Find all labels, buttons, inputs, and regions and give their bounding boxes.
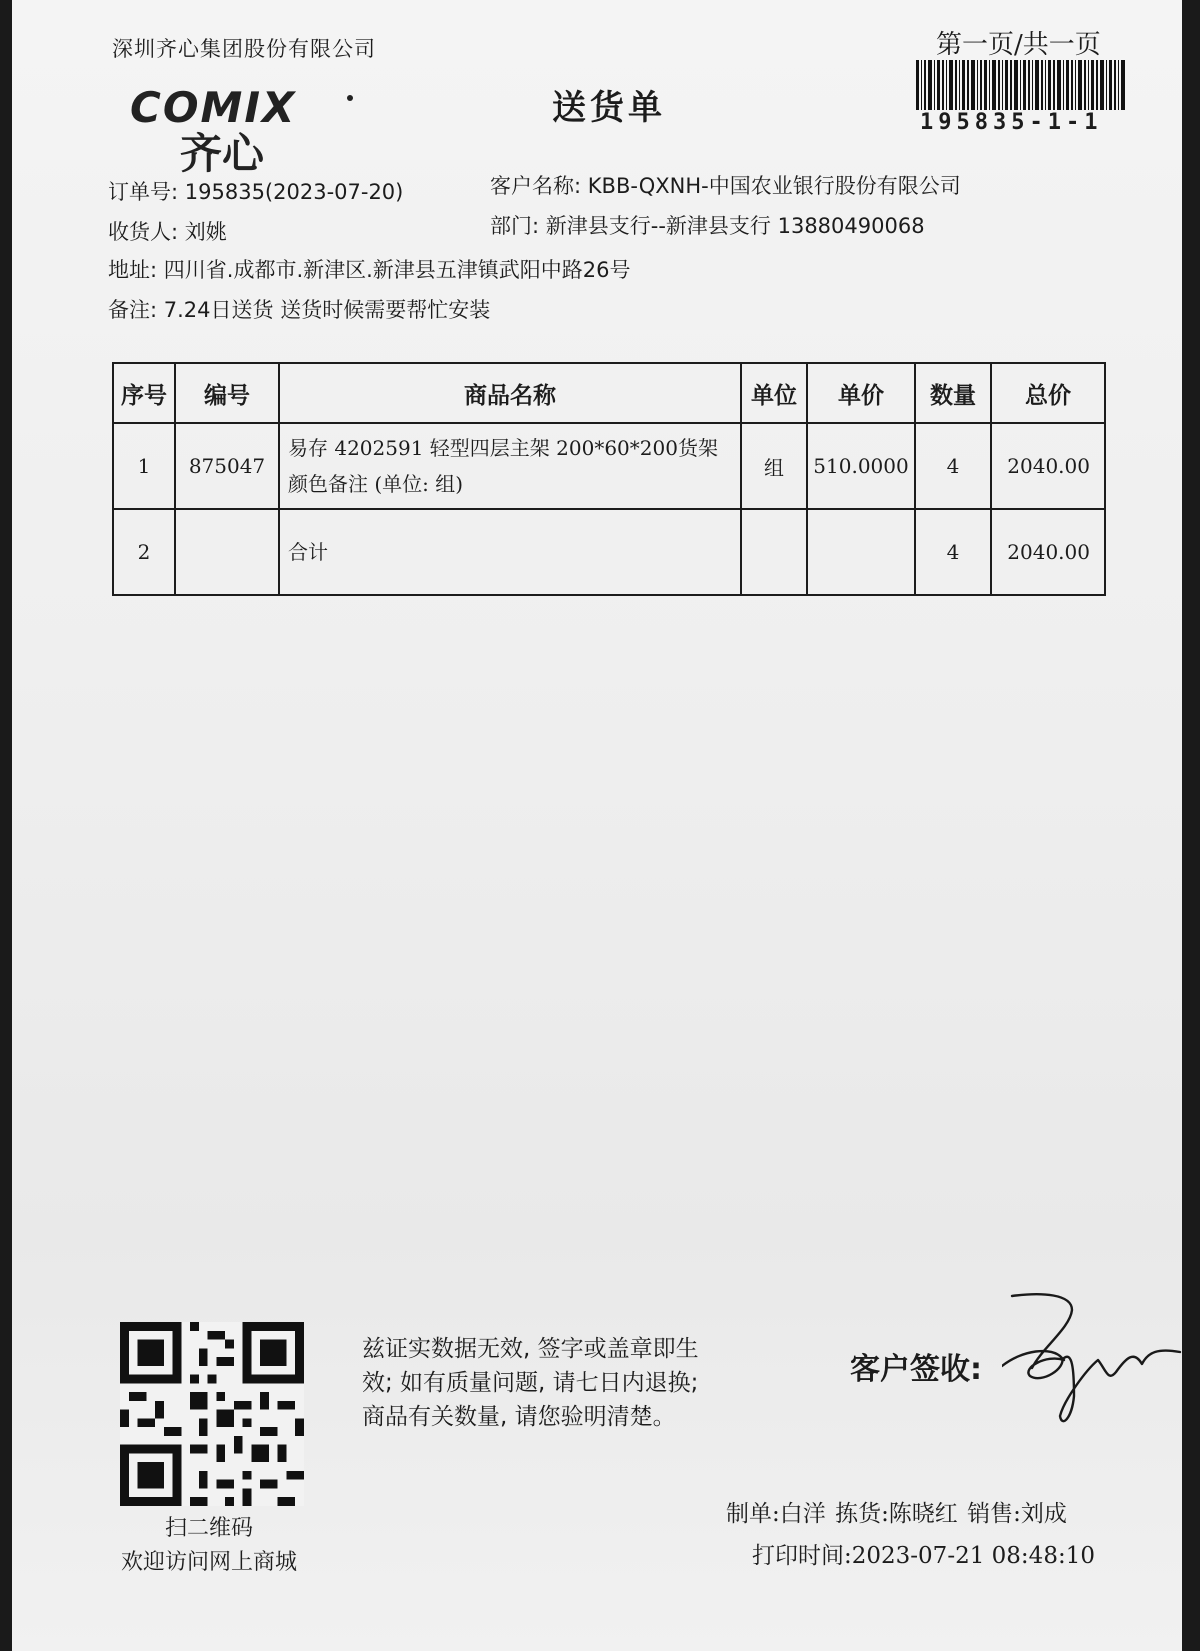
- address-value: 四川省.成都市.新津区.新津县五津镇武阳中路26号: [163, 258, 631, 282]
- header-quantity: 数量: [915, 363, 991, 423]
- address-label: 地址:: [108, 258, 158, 282]
- row-unit-price: [807, 509, 915, 595]
- row-total: 2040.00: [991, 423, 1105, 509]
- svg-text:齐心: 齐心: [180, 129, 265, 174]
- receiver-label: 收货人:: [108, 220, 179, 244]
- header-seq: 序号: [113, 363, 175, 423]
- row-code: 875047: [175, 423, 279, 509]
- header-total: 总价: [991, 363, 1105, 423]
- print-time: 打印时间:2023-07-21 08:48:10: [752, 1543, 1095, 1569]
- row-unit-price: 510.0000: [807, 423, 915, 509]
- header-product-name: 商品名称: [279, 363, 741, 423]
- row-seq: 2: [113, 509, 175, 595]
- table-row-summary: [113, 509, 1105, 595]
- customer-name-value: KBB-QXNH-中国农业银行股份有限公司: [587, 174, 961, 198]
- customer-name-label: 客户名称:: [490, 174, 582, 198]
- department-value: 新津县支行--新津县支行 13880490068: [545, 214, 925, 238]
- row-unit: [741, 509, 807, 595]
- document-title: 送货单: [552, 88, 666, 128]
- company-name: 深圳齐心集团股份有限公司: [112, 37, 376, 61]
- sales: 销售:刘成: [967, 1501, 1067, 1527]
- department-label: 部门:: [490, 214, 540, 238]
- barcode-number: 195835-1-1: [920, 110, 1103, 135]
- remark-value: 7.24日送货 送货时候需要帮忙安装: [163, 298, 491, 322]
- table-header-row: [113, 363, 1105, 423]
- barcode-icon: [916, 60, 1126, 110]
- qr-caption-line1: 扫二维码: [164, 1516, 253, 1541]
- address-field: [108, 254, 631, 284]
- notice-line1: 兹证实数据无效, 签字或盖章即生: [362, 1336, 699, 1362]
- table-row: [113, 423, 1105, 509]
- header-unit-price: 单价: [807, 363, 915, 423]
- row-quantity: 4: [915, 509, 991, 595]
- order-number-label: 订单号:: [108, 180, 179, 204]
- receiver-value: 刘姚: [184, 220, 227, 244]
- picker: 拣货:陈晓红: [835, 1501, 958, 1527]
- qr-code-icon: [120, 1322, 304, 1506]
- notice-line3: 商品有关数量, 请您验明清楚。: [362, 1404, 676, 1430]
- customer-name-field: [490, 170, 961, 200]
- comix-logo: [130, 84, 360, 174]
- page-info: 第一页/共一页: [936, 30, 1101, 60]
- department-field: [490, 210, 925, 240]
- delivery-note-paper: [12, 0, 1182, 1651]
- order-number-field: [108, 176, 403, 206]
- row-total: 2040.00: [991, 509, 1105, 595]
- row-unit: 组: [741, 423, 807, 509]
- row-product-name: 易存 4202591 轻型四层主架 200*60*200货架 颜色备注 (单位: 组): [279, 423, 741, 509]
- maker: 制单:白洋: [726, 1501, 826, 1527]
- qr-caption: [104, 1512, 314, 1580]
- notice-line2: 效; 如有质量问题, 请七日内退换;: [362, 1370, 699, 1396]
- order-number-value: 195835(2023-07-20): [184, 180, 404, 204]
- row-code: [175, 509, 279, 595]
- items-table-wrapper: [112, 362, 1106, 596]
- row-seq: 1: [113, 423, 175, 509]
- row-quantity: 4: [915, 423, 991, 509]
- staff-info: [726, 1495, 1069, 1528]
- row-product-name: 合计: [279, 509, 741, 595]
- header-unit: 单位: [741, 363, 807, 423]
- remark-field: [108, 294, 490, 324]
- handwritten-signature: [1002, 1288, 1182, 1438]
- receiver-field: [108, 216, 227, 246]
- header-code: 编号: [175, 363, 279, 423]
- customer-sign-label: 客户签收:: [850, 1352, 982, 1387]
- remark-label: 备注:: [108, 298, 158, 322]
- items-table: [112, 362, 1106, 596]
- notice-text: [362, 1332, 762, 1434]
- svg-text:COMIX: COMIX: [130, 84, 297, 132]
- qr-caption-line2: 欢迎访问网上商城: [120, 1550, 297, 1575]
